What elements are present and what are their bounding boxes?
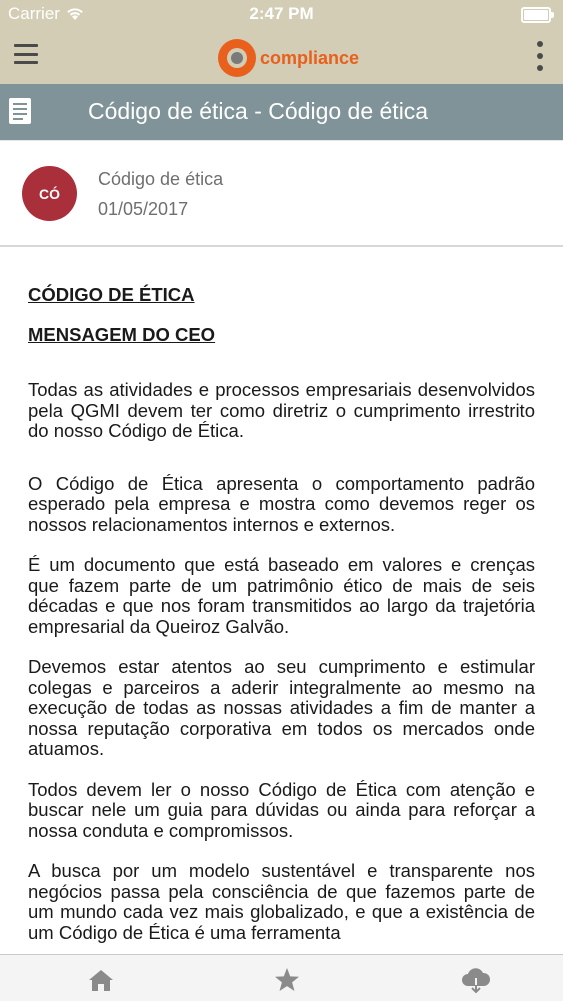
body-paragraph: Todas as atividades e processos empresariais desenvolvidos pela QGMI devem ter como diretriz o cumprimento irrestrito do nosso Código de Ética. [28, 379, 535, 441]
document-date: 01/05/2017 [98, 199, 189, 219]
status-bar [0, 0, 563, 29]
logo-mark-icon [218, 39, 256, 77]
document-name: Código de ética [98, 169, 224, 189]
document-body[interactable] [28, 284, 535, 944]
cloud-download-icon-glyph [461, 966, 491, 994]
app-bar [0, 29, 563, 84]
hamburger-menu-icon[interactable] [14, 44, 38, 64]
body-paragraph: A busca por um modelo sustentável e transparente nos negócios passa pela consciência de que fazemos parte de um mundo cada vez mais globalizado, e que a existência de um Código de Ética é uma ferramenta [28, 860, 535, 943]
document-icon [8, 97, 32, 125]
body-paragraph: Devemos estar atentos ao seu cumprimento e estimular colegas e parceiros a aderir integralmente ao mesmo na execução de todas as nossas atividades a fim de manter a nossa reputação corporativa em todos os mercados onde atuamos. [28, 656, 535, 759]
kebab-dot [537, 65, 543, 71]
battery-level-fill [524, 10, 548, 20]
star-icon-glyph [274, 967, 300, 993]
kebab-dot [537, 41, 543, 47]
body-paragraph: É um documento que está baseado em valores e crenças que fazem parte de um patrimônio ético de mais de seis décadas e que nos foram transmitidos ao largo da trajetória empresarial da Queiroz Galvão. [28, 554, 535, 637]
menu-line [14, 44, 38, 47]
body-paragraph: O Código de Ética apresenta o comportamento padrão esperado pela empresa e mostra como devemos reger os nossos relacionamentos internos e externos. [28, 472, 535, 535]
document-header [0, 140, 563, 247]
star-icon[interactable] [272, 965, 302, 995]
section-heading: CÓDIGO DE ÉTICA [28, 284, 195, 305]
home-icon-glyph [88, 968, 114, 992]
carrier-label: Carrier [8, 4, 60, 23]
logo-text: compliance [260, 47, 360, 68]
home-icon[interactable] [86, 965, 116, 995]
more-vertical-icon[interactable] [537, 41, 543, 71]
title-bar [0, 84, 563, 140]
menu-line [14, 53, 38, 56]
section-subheading: MENSAGEM DO CEO [28, 324, 216, 345]
app-logo [218, 39, 359, 77]
bottom-tab-bar [0, 954, 563, 1001]
page-title: Código de ética - Código de ética [88, 98, 429, 124]
status-time: 2:47 PM [249, 4, 314, 23]
body-paragraph: Todos devem ler o nosso Código de Ética com atenção e buscar nele um guia para dúvidas ou ainda para reforçar a nossa conduta e compromissos. [28, 778, 535, 841]
kebab-dot [537, 53, 543, 59]
menu-line [14, 61, 38, 64]
avatar: CÓ [22, 166, 77, 221]
battery-icon [521, 7, 551, 23]
cloud-download-icon[interactable] [461, 965, 491, 995]
